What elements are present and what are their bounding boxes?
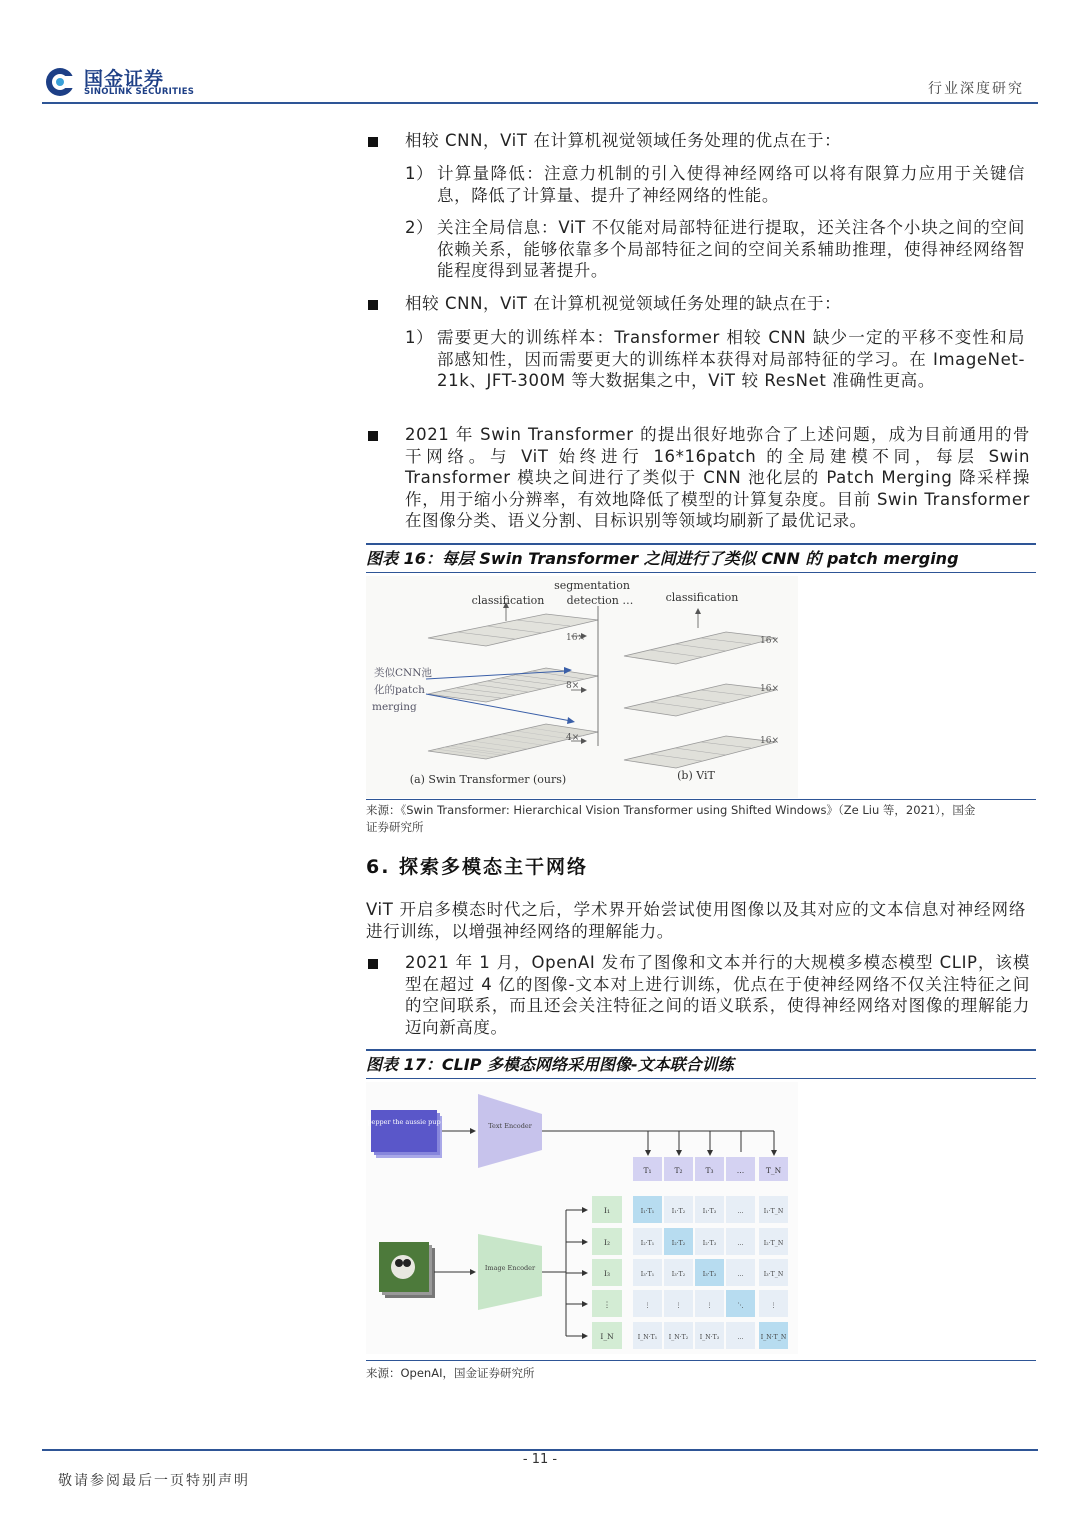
matrix-cell-label: I_N·T_N	[760, 1334, 787, 1341]
figure-bottom-rule	[366, 799, 1036, 800]
figure-17-title: 图表 17：CLIP 多模态网络采用图像-文本联合训练	[366, 1055, 734, 1074]
figure-bottom-rule	[366, 1360, 1036, 1361]
annotation-patch-merging-1: 类似CNN池	[374, 667, 432, 679]
figure-title-rule	[366, 572, 1036, 573]
sub-item-number: 1）	[405, 328, 434, 347]
image-encoder-label: Image Encoder	[484, 1264, 536, 1272]
text-encoder-label: Text Encoder	[488, 1122, 532, 1130]
matrix-cell-label: …	[737, 1271, 744, 1278]
figure-16-source-line1: 来源：《Swin Transformer: Hierarchical Vision Transformer using Shifted Windows》（Ze Liu 等，2021），国金	[366, 803, 976, 817]
bullet-marker	[368, 431, 378, 441]
matrix-cell-label: ⋮	[770, 1302, 777, 1309]
section-intro-paragraph: ViT 开启多模态时代之后，学术界开始尝试使用图像以及其对应的文本信息对神经网络进行训练，以增强神经网络的理解能力。	[366, 900, 1026, 941]
bullet-clip-paragraph: 2021 年 1 月，OpenAI 发布了图像和文本并行的大规模多模态模型 CLIP，该模型在超过 4 亿的图像-文本对上进行训练，优点在于使神经网络不仅关注特征之间的空间联系，而且还会关注特征之间的语义联系，使得神经网络对图像的理解能力迈向新高度。	[405, 953, 1030, 1037]
report-type-label: 行业深度研究	[928, 81, 1024, 97]
label-classification-right: classification	[665, 591, 739, 604]
figure-title-rule	[366, 1078, 1036, 1079]
matrix-cell-label: I₃·T₁	[640, 1271, 655, 1278]
caption-swin: (a) Swin Transformer (ours)	[409, 773, 567, 786]
figure-top-rule	[366, 1049, 1036, 1051]
matrix-cell-label: I₃·T_N	[763, 1271, 784, 1278]
figure-17-source: 来源：OpenAI，国金证券研究所	[366, 1366, 535, 1380]
text-embedding-label: …	[736, 1166, 745, 1175]
annotation-patch-merging-3: merging	[372, 701, 417, 713]
text-embedding-label: T₃	[705, 1166, 714, 1175]
matrix-cell-label: ⋱	[737, 1302, 744, 1309]
label-detection: detection …	[566, 594, 634, 607]
image-embedding-label: ⋮	[603, 1300, 611, 1309]
label-segmentation: segmentation	[554, 579, 630, 592]
matrix-cell-label: …	[737, 1208, 744, 1215]
bullet-pros-heading: 相较 CNN，ViT 在计算机视觉领域任务处理的优点在于：	[405, 131, 842, 150]
bullet-cons-heading: 相较 CNN，ViT 在计算机视觉领域任务处理的缺点在于：	[405, 294, 842, 313]
scale-label-16x-right-c: 16×	[760, 736, 779, 746]
text-embedding-label: T₂	[674, 1166, 683, 1175]
scale-label-16x-right-b: 16×	[760, 684, 779, 694]
sub-item-number: 2）	[405, 218, 434, 237]
matrix-cell-label: I₂·T_N	[763, 1240, 784, 1247]
company-logo-icon	[44, 66, 76, 98]
bullet-marker	[368, 300, 378, 310]
matrix-cell-label: I_N·T₃	[699, 1334, 720, 1341]
scale-label-16x-left: 16×	[566, 633, 585, 643]
bullet-marker	[368, 959, 378, 969]
image-embedding-label: I₁	[604, 1206, 610, 1215]
matrix-cell-label: I₁·T₁	[640, 1208, 655, 1215]
matrix-cell-label: I_N·T₂	[668, 1334, 689, 1341]
bullet-marker	[368, 137, 378, 147]
matrix-cell-label: ⋮	[644, 1302, 651, 1309]
matrix-cell-label: I₁·T₃	[702, 1208, 717, 1215]
image-embedding-label: I_N	[600, 1332, 614, 1341]
scale-label-4x: 4×	[566, 733, 580, 743]
matrix-cell-label: I₃·T₃	[702, 1271, 717, 1278]
logo-text-en: SINOLINK SECURITIES	[84, 87, 195, 97]
annotation-patch-merging-2: 化的patch	[374, 684, 425, 696]
text-embedding-row	[633, 1157, 788, 1181]
footer-divider	[42, 1449, 1038, 1451]
sub-item-text: 关注全局信息：ViT 不仅能对局部特征进行提取，还关注各个小块之间的空间依赖关系，能够依靠多个局部特征之间的空间关系辅助推理，使得神经网络智能程度得到显著提升。	[437, 218, 1025, 281]
section-heading: 6. 探索多模态主干网络	[366, 856, 589, 878]
sub-item-number: 1）	[405, 164, 434, 183]
caption-vit: (b) ViT	[677, 769, 715, 782]
image-embedding-column	[592, 1196, 622, 1349]
matrix-cell-label: I₂·T₁	[640, 1240, 655, 1247]
scale-label-8x: 8×	[566, 681, 580, 691]
matrix-cell-label: I₁·T_N	[763, 1208, 784, 1215]
matrix-cell-label: ⋮	[706, 1302, 713, 1309]
sub-item-text: 需要更大的训练样本：Transformer 相较 CNN 缺少一定的平移不变性和局部感知性，因而需要更大的训练样本获得对局部特征的学习。在 ImageNet-21k、JFT-300M 等大数据集之中，ViT 较 ResNet 准确性更高。	[437, 328, 1025, 391]
text-input-label: pepper the aussie pup	[367, 1118, 441, 1126]
matrix-cell-label: I₃·T₂	[671, 1271, 686, 1278]
clip-architecture-diagram	[366, 1082, 798, 1354]
image-embedding-label: I₃	[604, 1269, 610, 1278]
text-input-box	[371, 1110, 437, 1152]
text-embedding-label: T₁	[643, 1166, 652, 1175]
figure-top-rule	[366, 543, 1036, 545]
matrix-cell-label: I₂·T₂	[671, 1240, 686, 1247]
bullet-swin-paragraph: 2021 年 Swin Transformer 的提出很好地弥合了上述问题，成为目前通用的骨干网络。与 ViT 始终进行 16*16patch 的全局建模不同，每层 Swin Transformer 模块之间进行了类似于 CNN 池化层的 Patch Merging 降采样操作，用于缩小分辨率，有效地降低了模型的计算复杂度。目前 Swin Transformer 在图像分类、语义分割、目标识别等领域均刷新了最优记录。	[405, 425, 1030, 531]
logo-text-cn: 国金证券	[84, 68, 165, 90]
matrix-cell-label: …	[737, 1334, 744, 1341]
matrix-cell-label: …	[737, 1240, 744, 1247]
image-embedding-label: I₂	[604, 1238, 610, 1247]
figure-16-title: 图表 16：每层 Swin Transformer 之间进行了类似 CNN 的 patch merging	[366, 549, 959, 568]
matrix-cell-label: I₁·T₂	[671, 1208, 686, 1215]
similarity-matrix	[633, 1196, 788, 1349]
sub-item-text: 计算量降低：注意力机制的引入使得神经网络可以将有限算力应用于关键信息，降低了计算量、提升了神经网络的性能。	[437, 164, 1025, 205]
label-classification-left: classification	[471, 594, 545, 607]
matrix-cell-label: ⋮	[675, 1302, 682, 1309]
figure-16-source-line2: 证券研究所	[366, 820, 424, 834]
matrix-cell-label: I_N·T₁	[637, 1334, 658, 1341]
matrix-cell-label: I₂·T₃	[702, 1240, 717, 1247]
swin-vs-vit-diagram	[366, 576, 798, 798]
scale-label-16x-right-a: 16×	[760, 636, 779, 646]
header-divider	[42, 102, 1038, 104]
footer-disclaimer: 敬请参阅最后一页特别声明	[58, 1473, 250, 1489]
page-number: - 11 -	[522, 1452, 558, 1467]
text-embedding-label: T_N	[765, 1166, 782, 1175]
